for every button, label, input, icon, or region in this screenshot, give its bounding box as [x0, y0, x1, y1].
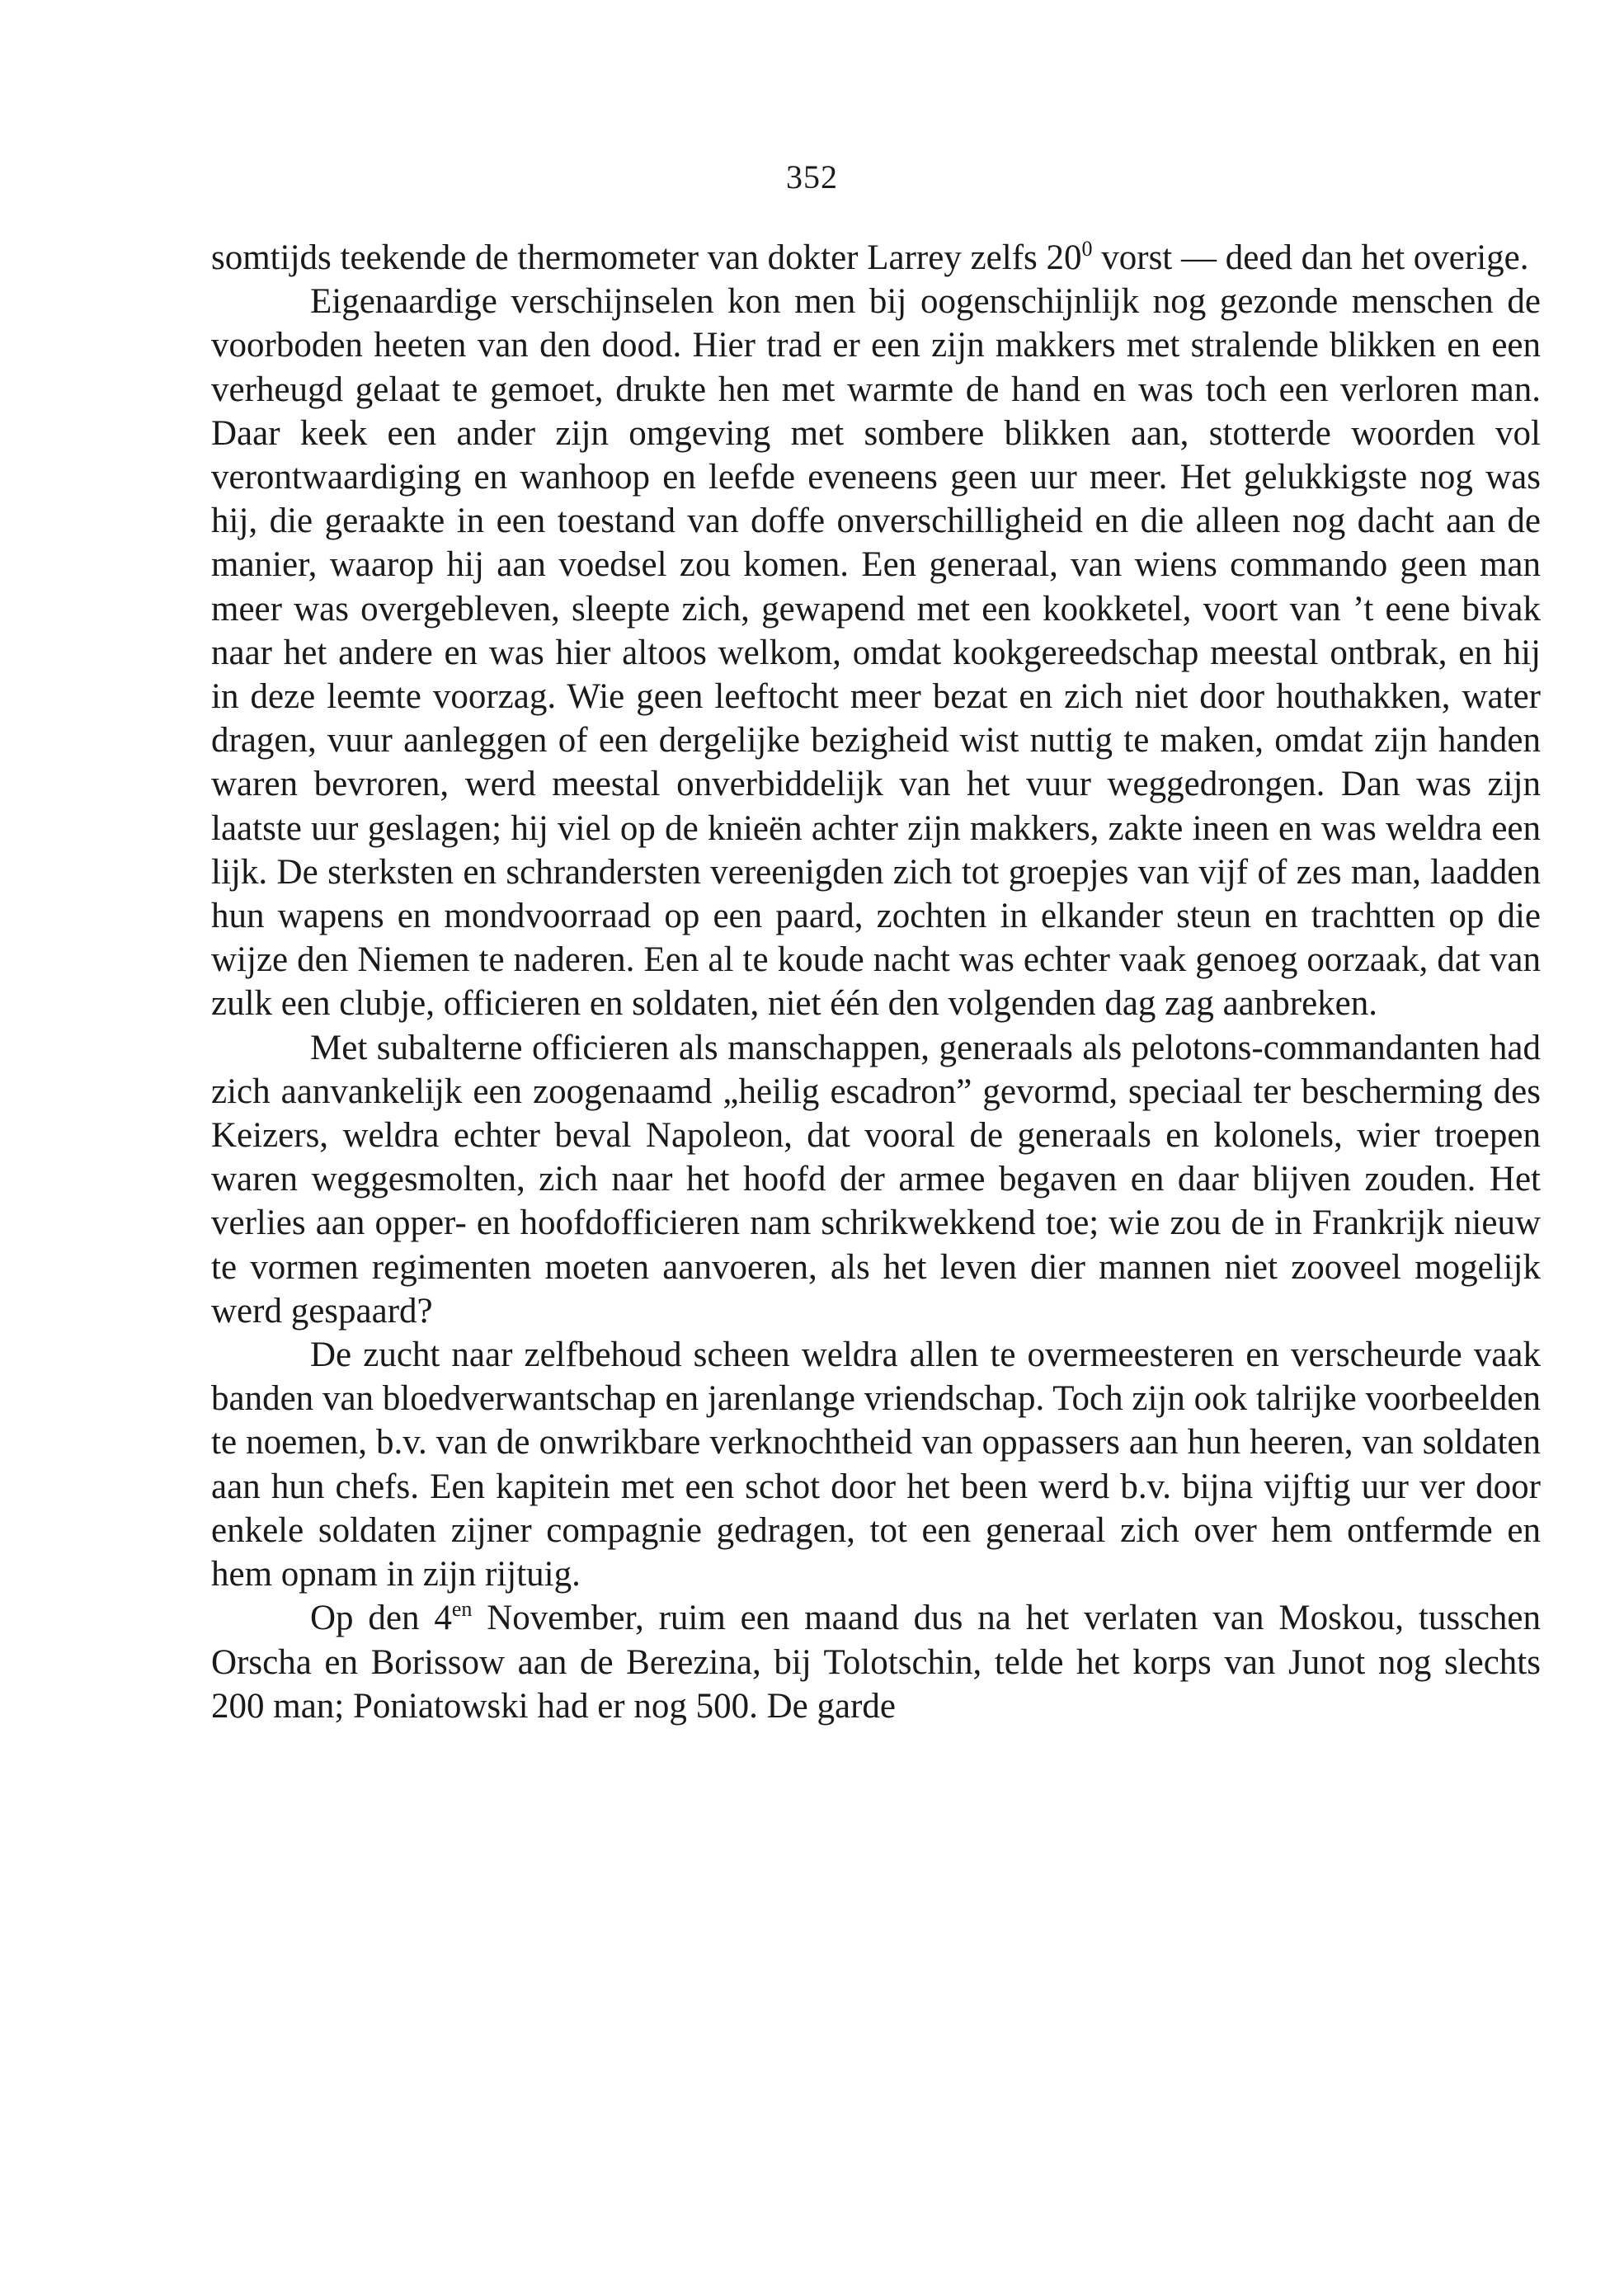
- page-number: 352: [786, 158, 838, 195]
- degree-superscript: 0: [1081, 237, 1093, 261]
- paragraph-3: [211, 1026, 1541, 1333]
- text-run: somtijds teekende de thermometer van dokter Larrey zelfs 20: [211, 238, 1082, 277]
- body-text: [211, 236, 1541, 1728]
- text-run: Eigenaardige verschijnselen kon men bij oogenschijnlijk nog gezonde menschen de voorboden heeten van den dood. Hier trad er een zijn makkers met stralende blikken en een verheugd gelaat te gemoet, drukte hen met warmte de hand en was toch een verloren man. Daar keek een ander zijn omgeving met sombere blikken aan, stotterde woorden vol verontwaardiging en wanhoop en leefde eveneens geen uur meer. Het gelukkigste nog was hij, die geraakte in een toestand van doffe onverschilligheid en die alleen nog dacht aan de manier, waarop hij aan voedsel zou komen. Een generaal, van wiens commando geen man meer was overgebleven, sleepte zich, gewapend met een kookketel, voort van ’t eene bivak naar het andere en was hier altoos welkom, omdat kookgereedschap meestal ontbrak, en hij in deze leemte voorzag. Wie geen leeftocht meer bezat en zich niet door houthakken, water dragen, vuur aanleggen of een dergelijke bezigheid wist nuttig te maken, omdat zijn handen waren bevroren, werd meestal onverbiddelijk van het vuur weggedrongen. Dan was zijn laatste uur geslagen; hij viel op de knieën achter zijn makkers, zakte ineen en was weldra een lijk. De sterksten en schrandersten vereenigden zich tot groepjes van vijf of zes man, laadden hun wapens en mondvoorraad op een paard, zochten in elkander steun en trachtten op die wijze den Niemen te naderen. Een al te koude nacht was echter vaak genoeg oorzaak, dat van zulk een clubje, officieren en soldaten, niet één den volgenden dag zag aanbreken.: [211, 282, 1541, 1024]
- paragraph-5: [211, 1596, 1541, 1728]
- paragraph-2: [211, 280, 1541, 1025]
- text-run: vorst — deed dan het overige.: [1092, 238, 1529, 277]
- text-run: De zucht naar zelfbehoud scheen weldra allen te overmeesteren en verscheurde vaak banden van bloedverwantschap en jarenlange vriendschap. Toch zijn ook talrijke voorbeelden te noemen, b.v. van de onwrikbare verknochtheid van oppassers aan hun heeren, van soldaten aan hun chefs. Een kapitein met een schot door het been werd b.v. bijna vijftig uur ver door enkele soldaten zijner compagnie gedragen, tot een generaal zich over hem ontfermde en hem opnam in zijn rijtuig.: [211, 1335, 1541, 1594]
- ordinal-superscript: en: [451, 1597, 473, 1622]
- text-run: Met subalterne officieren als manschappen, generaals als pelotons-commandanten had zich aanvankelijk een zoogenaamd „heilig escadron” gevormd, speciaal ter bescherming des Keizers, weldra echter beval Napoleon, dat vooral de generaals en kolonels, wier troepen waren weggesmolten, zich naar het hoofd der armee begaven en daar blijven zouden. Het verlies aan opper- en hoofdofficieren nam schrikwekkend toe; wie zou de in Frankrijk nieuw te vormen regimenten moeten aanvoeren, als het leven dier mannen niet zooveel mogelijk werd gespaard?: [211, 1028, 1541, 1331]
- paragraph-1: [211, 236, 1541, 280]
- paragraph-4: [211, 1333, 1541, 1596]
- text-run: November, ruim een maand dus na het verlaten van Moskou, tusschen Orscha en Borissow aan de Berezina, bij Tolotschin, telde het korps van Junot nog slechts 200 man; Poniatowski had er nog 500. De garde: [211, 1599, 1541, 1726]
- text-run: Op den 4: [310, 1599, 452, 1638]
